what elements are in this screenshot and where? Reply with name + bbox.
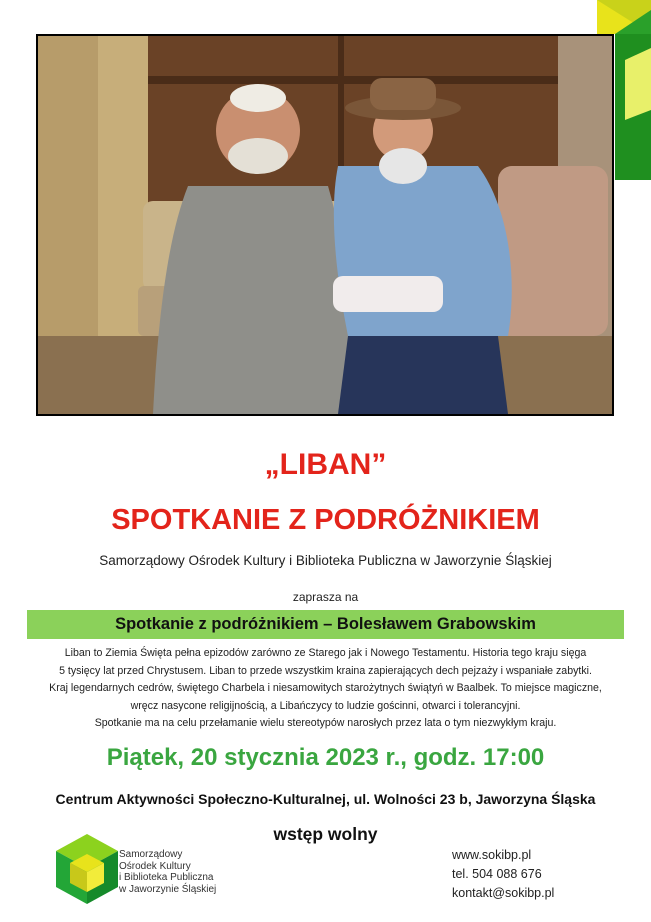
description-line: 5 tysięcy lat przed Chrystusem. Liban to przede wszystkim kraina zapierających dech pejzaży i wspaniałe zabytki.	[59, 664, 592, 677]
cube-logo-icon	[54, 832, 120, 906]
description-line: wręcz nasycone religijnością, a Libańczycy to ludzie gościnni, otwarci i tolerancyjni.	[130, 699, 521, 712]
event-venue: Centrum Aktywności Społeczno-Kulturalnej, ul. Wolności 23 b, Jaworzyna Śląska	[55, 791, 596, 807]
logo-text-line: w Jaworzynie Śląskiej	[119, 883, 217, 895]
event-title-liban: „LIBAN”	[264, 448, 387, 481]
description-line: Spotkanie ma na celu przełamanie wielu stereotypów narosłych przez lata o tym niezwykłym kraju.	[94, 717, 557, 729]
invites-text: zaprasza na	[292, 590, 359, 604]
logo-text-line: i Biblioteka Publiczna	[119, 872, 214, 884]
logo-text-line: Samorządowy	[119, 849, 183, 860]
organizer-name: Samorządowy Ośrodek Kultury i Biblioteka Publiczna w Jaworzynie Śląskiej	[99, 553, 552, 568]
free-entry-label: wstęp wolny	[273, 824, 378, 844]
speaker-banner	[27, 610, 624, 639]
logo-text-line: Ośrodek Kultury	[119, 860, 191, 872]
event-description	[20, 645, 631, 733]
logo-organization-text	[119, 849, 239, 895]
email-link[interactable]: kontakt@sokibp.pl	[452, 886, 555, 900]
description-line: Kraj legendarnych cedrów, świętego Charbela i niesamowitych starożytnych świątyń w Baalbek. To miejsce magiczne,	[49, 682, 602, 694]
website-link[interactable]: www.sokibp.pl	[452, 848, 532, 862]
event-datetime: Piątek, 20 stycznia 2023 r., godz. 17:00	[106, 744, 545, 771]
event-subtitle: SPOTKANIE Z PODRÓŻNIKIEM	[111, 504, 540, 536]
phone-number: tel. 504 088 676	[452, 867, 542, 881]
photo-two-men-on-bench	[36, 34, 614, 416]
description-line: Liban to Ziemia Święta pełna epizodów zarówno ze Starego jak i Nowego Testamentu. Historia tego kraju sięga	[64, 647, 587, 659]
speaker-banner-text: Spotkanie z podróżnikiem – Bolesławem Grabowskim	[115, 615, 536, 633]
contact-info	[452, 846, 642, 903]
